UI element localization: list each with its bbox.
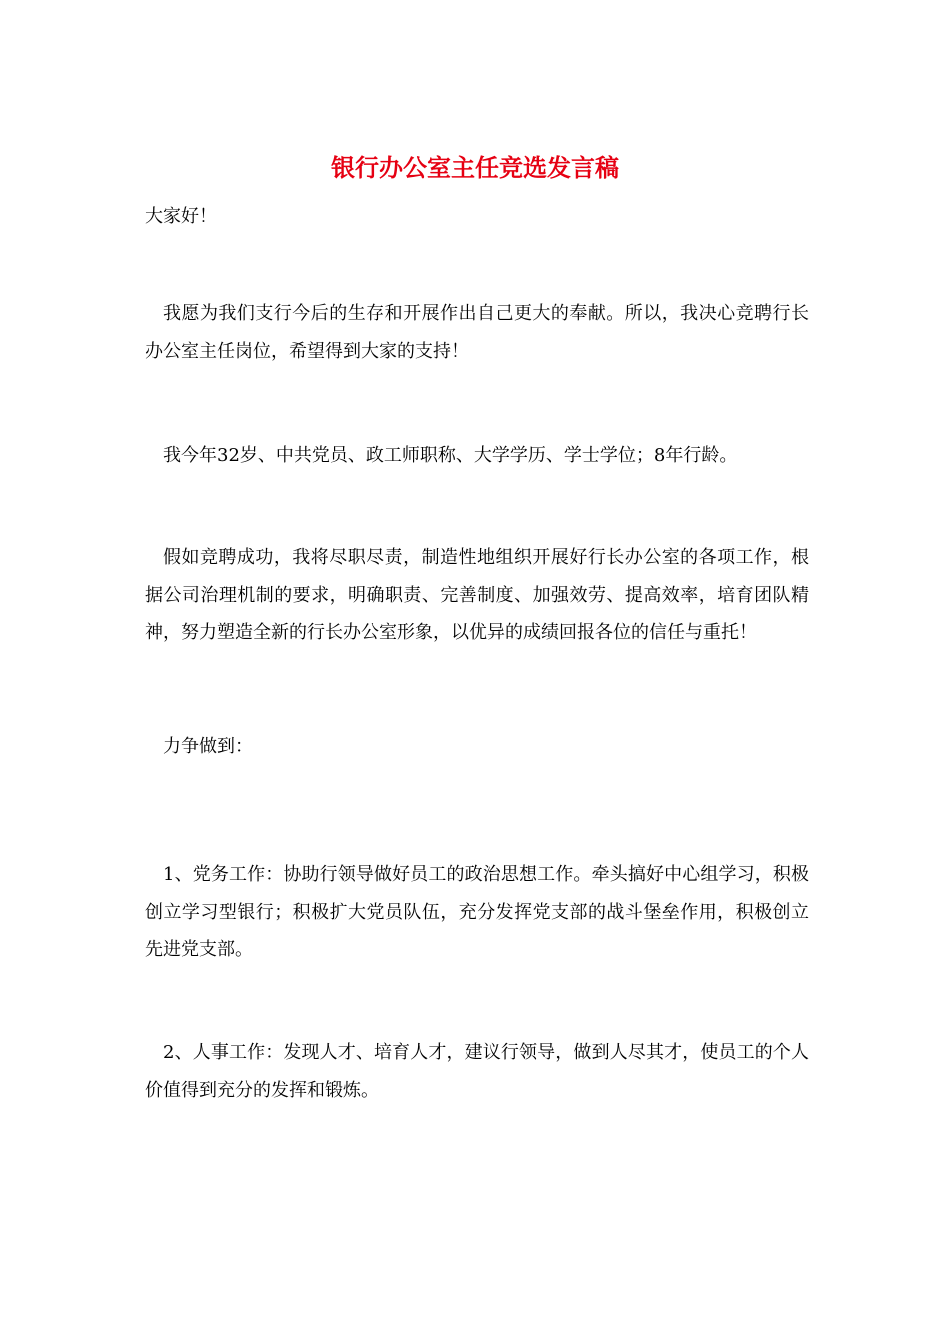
list-item-party-work: 1、党务工作：协助行领导做好员工的政治思想工作。牵头搞好中心组学习，积极创立学习型银行；积极扩大党员队伍，充分发挥党支部的战斗堡垒作用，积极创立先进党支部。 xyxy=(145,864,809,960)
paragraph-plan: 假如竞聘成功，我将尽职尽责，制造性地组织开展好行长办公室的各项工作，根据公司治理机制的要求，明确职责、完善制度、加强效劳、提高效率，培育团队精神，努力塑造全新的行长办公室形象，以优异的成绩回报各位的信任与重托！ xyxy=(145,547,809,643)
paragraph-goals-heading: 力争做到： xyxy=(163,736,253,757)
paragraph-commitment: 我愿为我们支行今后的生存和开展作出自己更大的奉献。所以，我决心竞聘行长办公室主任岗位，希望得到大家的支持！ xyxy=(145,303,809,362)
greeting: 大家好！ xyxy=(145,206,217,227)
list-item-personnel-work: 2、人事工作：发现人才、培育人才，建议行领导，做到人尽其才，使员工的个人价值得到充分的发挥和锻炼。 xyxy=(145,1042,809,1101)
document-title: 银行办公室主任竞选发言稿 xyxy=(331,153,619,182)
paragraph-background: 我今年32岁、中共党员、政工师职称、大学学历、学士学位；8年行龄。 xyxy=(163,445,738,466)
